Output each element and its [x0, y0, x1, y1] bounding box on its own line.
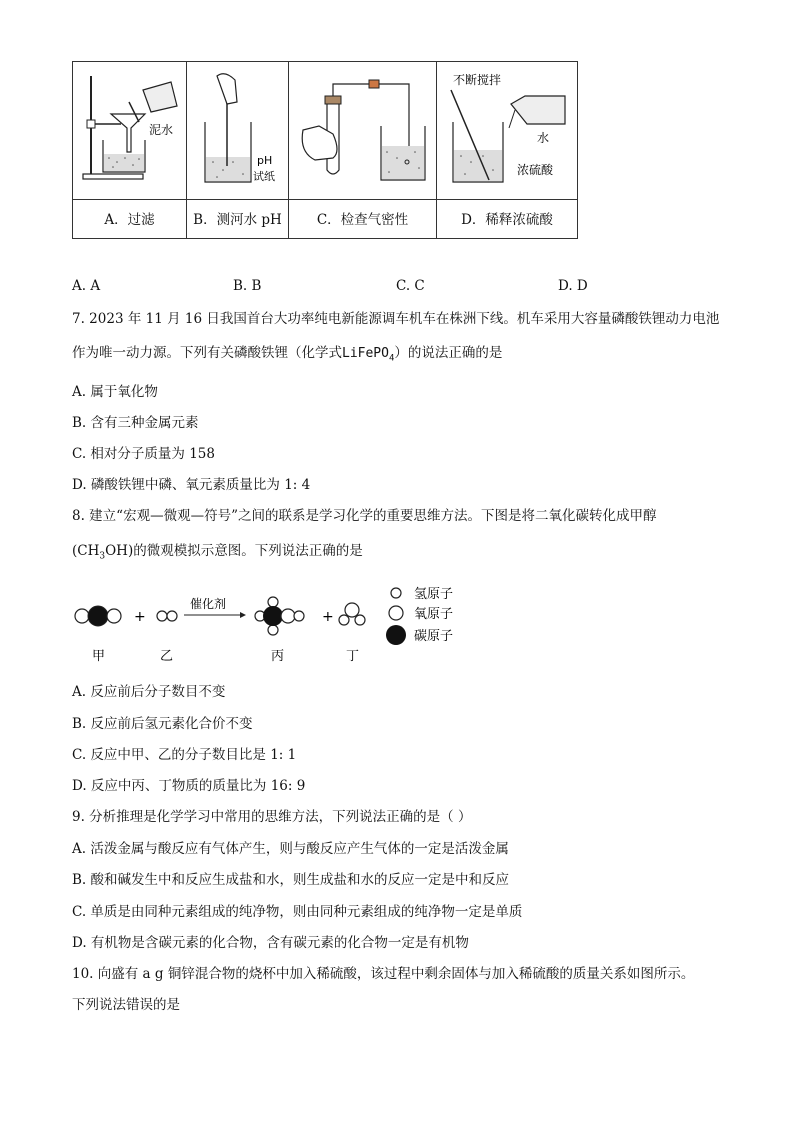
molecule-jia [75, 606, 121, 626]
label-water: 水 [537, 131, 550, 145]
name-yi: 乙 [160, 649, 174, 664]
q7-option-b[interactable]: B. 含有三种金属元素 [72, 415, 199, 431]
q9-option-a[interactable]: A. 活泼金属与酸反应有气体产生，则与酸反应产生气体的一定是活泼金属 [72, 841, 509, 857]
q9-option-b[interactable]: B. 酸和碱发生中和反应生成盐和水，则生成盐和水的反应一定是中和反应 [72, 872, 510, 888]
legend-oxygen: 氧原子 [414, 607, 454, 622]
q7-option-c[interactable]: C. 相对分子质量为 158 [72, 446, 215, 462]
q6-option-c[interactable]: C. C [396, 278, 425, 294]
caption-d: D．稀释浓硫酸 [461, 212, 553, 228]
q7-option-d[interactable]: D. 磷酸铁锂中磷、氧元素质量比为 1: 4 [72, 477, 311, 493]
q9-option-d[interactable]: D. 有机物是含碳元素的化合物，含有碳元素的化合物一定是有机物 [72, 935, 469, 951]
label-ph: pH [257, 154, 273, 167]
q6-option-b[interactable]: B. B [233, 278, 262, 294]
plus-sign-2: + [322, 609, 334, 625]
legend-oxygen-marker [389, 606, 403, 620]
q8-option-d[interactable]: D. 反应中丙、丁物质的质量比为 16: 9 [72, 778, 306, 794]
q7-formula: LiFePO$_4$ [342, 346, 395, 364]
q9-stem: 9. 分析推理是化学学习中常用的思维方法，下列说法正确的是（ ） [72, 809, 472, 825]
label-test-paper: 试纸 [253, 170, 275, 183]
legend-hydrogen-marker [391, 588, 401, 598]
reaction-diagram [70, 582, 470, 668]
q8-option-c[interactable]: C. 反应中甲、乙的分子数目比是 1: 1 [72, 747, 297, 763]
legend [386, 587, 453, 645]
label-mud-water: 泥水 [149, 123, 174, 137]
experiment-figure-table [72, 61, 578, 239]
q8-option-b[interactable]: B. 反应前后氢元素化合价不变 [72, 716, 253, 732]
caption-c: C．检查气密性 [316, 212, 409, 228]
cell-c [289, 62, 437, 238]
q8-stem-line2 [72, 542, 363, 566]
caption-a: A．过滤 [104, 212, 155, 228]
ph-test-figure [187, 62, 288, 200]
q7-stem-text: 作为唯一动力源。下列有关磷酸铁锂（化学式 [72, 345, 342, 361]
name-ding: 丁 [346, 649, 360, 664]
name-bing: 丙 [271, 649, 285, 664]
q9-option-c[interactable]: C. 单质是由同种元素组成的纯净物，则由同种元素组成的纯净物一定是单质 [72, 904, 523, 920]
legend-hydrogen: 氢原子 [414, 587, 454, 602]
legend-carbon-marker [386, 625, 406, 645]
q7-option-a[interactable]: A. 属于氧化物 [72, 384, 158, 400]
q10-stem-line2: 下列说法错误的是 [72, 997, 180, 1013]
molecule-ding [339, 603, 365, 625]
catalyst-label: 催化剂 [190, 597, 227, 611]
dilution-figure [437, 62, 577, 200]
q8-formula: $(CH_3OH)$ [72, 543, 134, 562]
q8-stem-tail: 的微观模拟示意图。下列说法正确的是 [133, 543, 363, 559]
cell-b [187, 62, 289, 238]
label-stir: 不断搅拌 [453, 73, 502, 87]
molecule-bing [255, 597, 304, 635]
q10-stem-line1: 10. 向盛有 a g 铜锌混合物的烧杯中加入稀硫酸，该过程中剩余固体与加入稀硫酸的质量关系如图所示。 [72, 966, 695, 982]
name-jia: 甲 [92, 649, 106, 664]
q6-option-d[interactable]: D. D [558, 278, 588, 294]
q7-stem-line2 [72, 344, 502, 368]
filtration-figure [73, 62, 186, 200]
q6-option-a[interactable]: A. A [72, 278, 101, 294]
q7-stem-tail: ）的说法正确的是 [394, 345, 503, 361]
cell-a [73, 62, 187, 238]
label-conc-acid: 浓硫酸 [517, 163, 554, 177]
q8-option-a[interactable]: A. 反应前后分子数目不变 [72, 684, 226, 700]
caption-b: B．测河水 pH [193, 212, 282, 228]
airtightness-figure [289, 62, 436, 200]
molecule-yi [157, 611, 177, 621]
q7-stem-line1: 7. 2023 年 11 月 16 日我国首台大功率纯电新能源调车机车在株洲下线。机车采用大容量磷酸铁锂动力电池 [72, 311, 720, 327]
legend-carbon: 碳原子 [414, 629, 454, 644]
plus-sign-1: + [134, 609, 146, 625]
q8-stem-line1: 8. 建立“宏观—微观—符号”之间的联系是学习化学的重要思维方法。下图是将二氧化碳转化成甲醇 [72, 508, 657, 524]
cell-d [437, 62, 577, 238]
